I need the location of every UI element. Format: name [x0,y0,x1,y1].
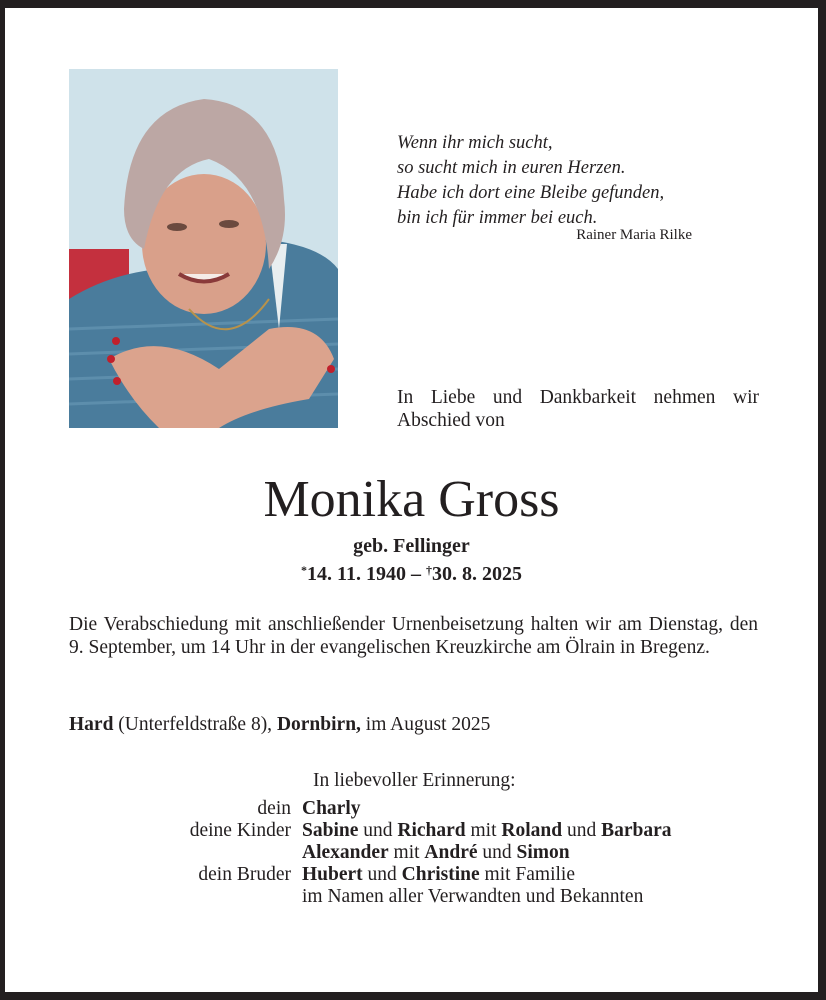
mourner-name: André [424,842,478,863]
mourner-name: Sabine [302,820,359,841]
maiden-name: geb. Fellinger [353,535,470,557]
birth-symbol: * [301,563,308,577]
poem-line: so sucht mich in euren Herzen. [397,158,626,178]
poem-quote [397,131,717,231]
mourner-name: Roland [501,820,563,841]
address: (Unterfeldstraße 8), [113,714,277,735]
intro-text: In Liebe und Dankbarkeit nehmen wir Abschied von [397,387,759,431]
mourner-name: Simon [516,842,570,863]
portrait-photo [69,69,338,428]
connector-text: und [358,820,398,841]
poem-line: bin ich für immer bei euch. [397,208,598,228]
town-dornbirn: Dornbirn, [276,714,361,735]
life-dates [5,558,818,586]
death-symbol: † [425,563,432,577]
mourner-names [302,820,672,842]
mourners-list [105,798,672,908]
date-separator: – [405,563,426,585]
mourner-name: Alexander [302,842,389,863]
poem-line: Habe ich dort eine Bleibe gefunden, [397,183,665,203]
relation-label [105,886,302,908]
relation-label [105,842,302,864]
place-date: im August 2025 [360,714,491,735]
mourner-row [105,798,672,820]
mourner-name: Hubert [302,864,363,885]
memory-heading: In liebevoller Erinnerung: [313,770,516,791]
mourner-name: Charly [302,798,361,819]
connector-text: und [477,842,517,863]
mourner-row [105,886,672,908]
town-hard: Hard [69,714,114,735]
connector-text: im Namen aller Verwandten und Bekannten [302,886,644,907]
mourner-row [105,842,672,864]
connector-text: mit [465,820,502,841]
connector-text: mit [388,842,425,863]
mourner-names [302,798,361,820]
connector-text: und [562,820,602,841]
poem-line: Wenn ihr mich sucht, [397,133,553,153]
mourner-row [105,864,672,886]
mourner-names [302,886,643,908]
obituary-page [5,8,818,992]
mourner-names [302,842,570,864]
death-date: 30. 8. 2025 [431,563,522,585]
mourner-name: Richard [397,820,466,841]
relation-label: dein Bruder [198,864,291,885]
connector-text: mit Familie [479,864,576,885]
deceased-name: Monika Gross [263,471,560,528]
relation-label: deine Kinder [189,820,291,841]
poem-author: Rainer Maria Rilke [576,227,692,243]
mourner-name: Christine [401,864,480,885]
birth-date: 14. 11. 1940 [307,563,406,585]
connector-text: und [362,864,402,885]
mourner-name: Barbara [601,820,672,841]
funeral-notice: Die Verabschiedung mit anschließender Urnenbeisetzung halten wir am Dienstag, den 9. September, um 14 Uhr in der evangelischen Kreuzkirche am Ölrain in Bregenz. [69,614,758,658]
mourner-names [302,864,575,886]
place-date-line [69,714,490,737]
mourner-row [105,820,672,842]
portrait-image [69,69,338,428]
relation-label: dein [257,798,291,819]
